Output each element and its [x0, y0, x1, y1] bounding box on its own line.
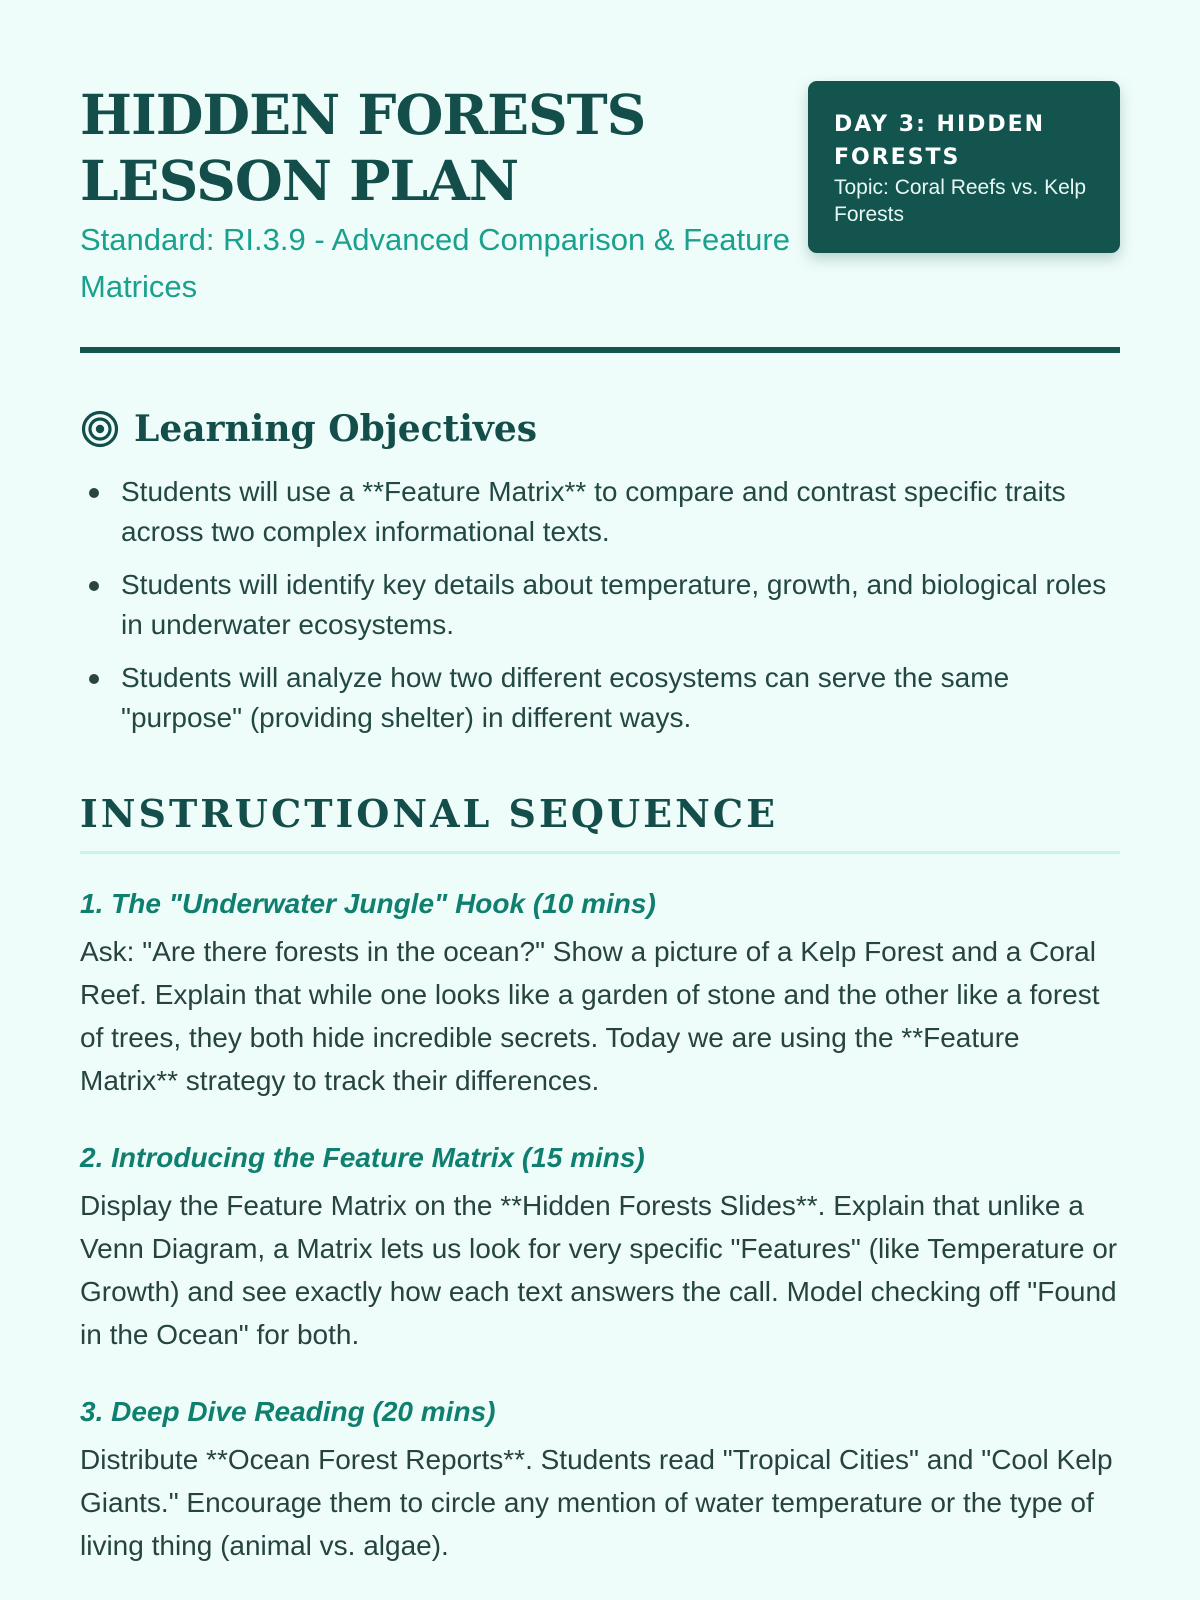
step-title: 1. The "Underwater Jungle" Hook (10 mins)	[80, 888, 656, 919]
objective-text: Students will identify key details about temperature, growth, and biological roles in underwater ecosystems.	[121, 569, 1107, 640]
bullet-dot	[89, 581, 99, 591]
badge-day-label: DAY 3: HIDDEN FORESTS	[834, 112, 1046, 170]
objectives-heading: Learning Objectives	[134, 408, 538, 450]
learning-objectives-section	[80, 406, 1120, 738]
objective-item	[80, 472, 1120, 552]
bullet-dot	[89, 488, 99, 498]
sequence-step	[80, 1138, 1120, 1356]
step-title: 2. Introducing the Feature Matrix (15 mins)	[80, 1142, 645, 1173]
header-divider	[80, 347, 1120, 353]
objective-text: Students will use a **Feature Matrix** to compare and contrast specific traits across two complex informational texts.	[121, 476, 1066, 547]
objective-item	[80, 565, 1120, 645]
page-title	[80, 82, 780, 214]
step-body: Display the Feature Matrix on the **Hidden Forests Slides**. Explain that unlike a Venn Diagram, a Matrix lets us look for very specific "Features" (like Temperature or Growth) and see exactly how each text answers the call. Model checking off "Found in the Ocean" for both.	[80, 1190, 1118, 1350]
step-body: Distribute **Ocean Forest Reports**. Students read "Tropical Cities" and "Cool Kelp Giants." Encourage them to circle any mention of water temperature or the type of living thing (animal vs. algae).	[80, 1444, 1113, 1561]
day-badge	[808, 81, 1120, 253]
objective-text: Students will analyze how two different ecosystems can serve the same "purpose" (providing shelter) in different ways.	[121, 662, 1010, 733]
standard-subtitle: Standard: RI.3.9 - Advanced Comparison & Feature Matrices	[80, 222, 790, 304]
badge-topic-label: Topic: Coral Reefs vs. Kelp Forests	[834, 176, 1087, 226]
bullet-dot	[89, 674, 99, 684]
sequence-step	[80, 1392, 1120, 1567]
page-header	[80, 0, 1120, 355]
sequence-step	[80, 884, 1120, 1102]
step-title: 3. Deep Dive Reading (20 mins)	[80, 1396, 496, 1427]
title-line-2: LESSON PLAN	[80, 148, 519, 213]
objectives-heading-row	[80, 406, 1120, 452]
step-body: Ask: "Are there forests in the ocean?" Show a picture of a Kelp Forest and a Coral Reef. Explain that while one looks like a garden of stone and the other like a forest of trees, they both hide incredible secrets. Today we are using the **Feature Matrix** strategy to track their differences.	[80, 936, 1100, 1096]
instructional-sequence-section	[80, 790, 1120, 1567]
title-line-1: HIDDEN FORESTS	[80, 82, 646, 147]
target-icon	[81, 410, 119, 448]
sequence-heading: INSTRUCTIONAL SEQUENCE	[80, 790, 1120, 854]
objective-item	[80, 658, 1120, 738]
objectives-list	[80, 472, 1120, 738]
